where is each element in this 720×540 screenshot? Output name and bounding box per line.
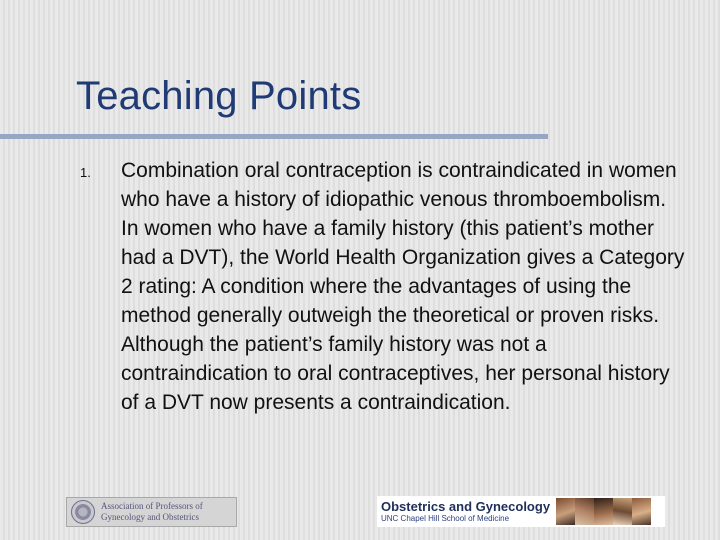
point-text: Combination oral contraception is contraindicated in women who have a history of idiopathic venous thromboembolism. In women who have a family history (this patient’s mother had a DVT), the World Health Organization gives a Category 2 rating: A condition where the advantages of using the method generally outweigh the theoretical or proven risks. Although the patient’s family history was not a contraindication to oral contraceptives, her personal history of a DVT now presents a contraindication. — [121, 159, 685, 414]
portrait-photo — [556, 498, 575, 525]
portrait-photo — [594, 498, 613, 525]
portrait-photo — [575, 498, 594, 525]
unc-logo-title: Obstetrics and Gynecology — [381, 499, 551, 514]
point-number: 1. — [80, 165, 91, 180]
title-underline — [0, 134, 548, 139]
portrait-photo — [613, 498, 632, 525]
slide-title: Teaching Points — [76, 74, 362, 118]
unc-obgyn-logo — [377, 496, 665, 527]
portrait-photo — [632, 498, 651, 525]
apgo-logo-line1: Association of Professors of — [101, 501, 203, 511]
photo-strip — [556, 498, 651, 525]
unc-logo-subtitle: UNC Chapel Hill School of Medicine — [381, 514, 510, 523]
apgo-logo-line2: Gynecology and Obstetrics — [101, 512, 199, 522]
apgo-seal-icon — [71, 500, 95, 524]
apgo-logo — [66, 497, 237, 527]
